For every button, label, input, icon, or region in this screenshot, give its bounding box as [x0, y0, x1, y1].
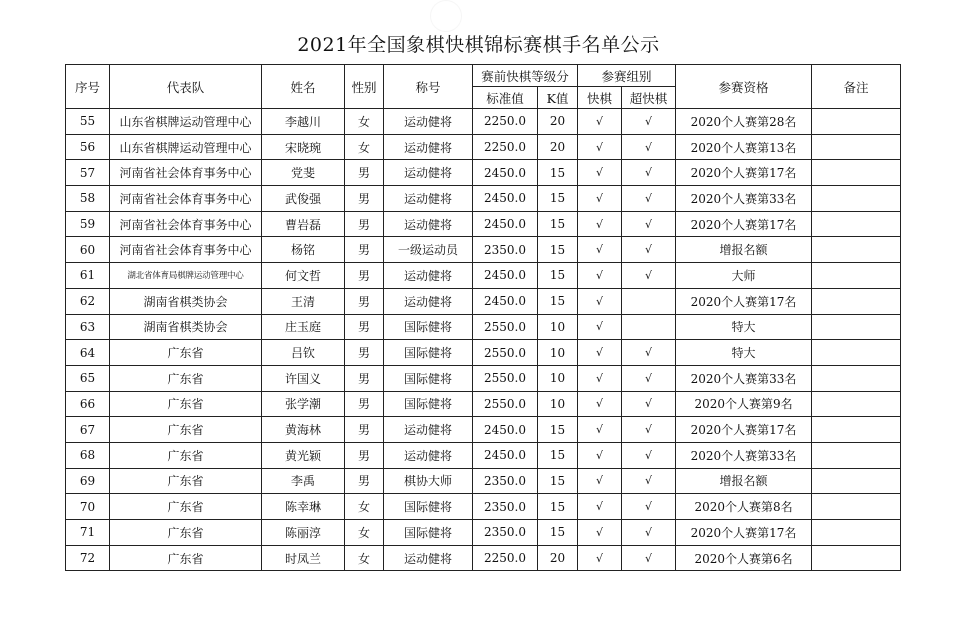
cell-team: 湖北省体育局棋牌运动管理中心	[110, 263, 262, 289]
cell-gender: 男	[345, 314, 384, 340]
cell-event-rapid: √	[578, 288, 622, 314]
cell-qualification: 2020个人赛第17名	[676, 288, 812, 314]
cell-remark	[812, 288, 901, 314]
table-row	[66, 365, 901, 391]
cell-event-blitz: √	[622, 391, 676, 417]
cell-seq: 57	[66, 160, 110, 186]
cell-qualification: 2020个人赛第17名	[676, 211, 812, 237]
cell-qualification: 大师	[676, 263, 812, 289]
table-row	[66, 160, 901, 186]
cell-team: 河南省社会体育事务中心	[110, 211, 262, 237]
cell-rating-k: 15	[538, 468, 578, 494]
cell-event-blitz: √	[622, 520, 676, 546]
cell-title: 国际健将	[384, 520, 473, 546]
cell-event-rapid: √	[578, 391, 622, 417]
cell-team: 广东省	[110, 391, 262, 417]
table-row	[66, 211, 901, 237]
cell-player-name: 王清	[262, 288, 345, 314]
cell-qualification: 2020个人赛第33名	[676, 442, 812, 468]
cell-gender: 女	[345, 545, 384, 571]
cell-player-name: 曹岩磊	[262, 211, 345, 237]
cell-event-rapid: √	[578, 186, 622, 212]
cell-title: 国际健将	[384, 340, 473, 366]
cell-event-rapid: √	[578, 160, 622, 186]
table-row	[66, 468, 901, 494]
cell-rating-standard: 2450.0	[473, 442, 538, 468]
cell-qualification: 2020个人赛第8名	[676, 494, 812, 520]
cell-rating-standard: 2350.0	[473, 520, 538, 546]
cell-gender: 女	[345, 494, 384, 520]
cell-seq: 67	[66, 417, 110, 443]
table-row	[66, 391, 901, 417]
cell-player-name: 何文哲	[262, 263, 345, 289]
cell-title: 国际健将	[384, 365, 473, 391]
cell-rating-k: 15	[538, 442, 578, 468]
cell-remark	[812, 520, 901, 546]
cell-event-blitz: √	[622, 160, 676, 186]
cell-title: 运动健将	[384, 288, 473, 314]
cell-event-blitz: √	[622, 134, 676, 160]
cell-rating-standard: 2450.0	[473, 417, 538, 443]
cell-team: 广东省	[110, 545, 262, 571]
cell-gender: 男	[345, 211, 384, 237]
cell-player-name: 陈丽淳	[262, 520, 345, 546]
table-row	[66, 237, 901, 263]
cell-remark	[812, 263, 901, 289]
cell-seq: 71	[66, 520, 110, 546]
table-header	[66, 65, 901, 109]
cell-team: 广东省	[110, 340, 262, 366]
cell-title: 国际健将	[384, 314, 473, 340]
cell-player-name: 黄光颖	[262, 442, 345, 468]
cell-rating-standard: 2450.0	[473, 160, 538, 186]
cell-team: 广东省	[110, 417, 262, 443]
cell-gender: 男	[345, 186, 384, 212]
header-remark: 备注	[812, 65, 901, 109]
cell-player-name: 武俊强	[262, 186, 345, 212]
cell-rating-standard: 2250.0	[473, 109, 538, 135]
cell-title: 运动健将	[384, 442, 473, 468]
table-row	[66, 545, 901, 571]
header-event-rapid: 快棋	[578, 87, 622, 109]
cell-event-blitz: √	[622, 417, 676, 443]
cell-rating-k: 15	[538, 237, 578, 263]
cell-event-rapid: √	[578, 340, 622, 366]
cell-player-name: 李禹	[262, 468, 345, 494]
cell-player-name: 党斐	[262, 160, 345, 186]
cell-gender: 男	[345, 237, 384, 263]
header-row	[66, 65, 901, 87]
cell-event-rapid: √	[578, 365, 622, 391]
cell-title: 运动健将	[384, 211, 473, 237]
cell-qualification: 2020个人赛第28名	[676, 109, 812, 135]
table-row	[66, 520, 901, 546]
cell-seq: 62	[66, 288, 110, 314]
cell-rating-standard: 2350.0	[473, 468, 538, 494]
cell-gender: 男	[345, 391, 384, 417]
cell-rating-standard: 2550.0	[473, 391, 538, 417]
cell-seq: 56	[66, 134, 110, 160]
table-row	[66, 340, 901, 366]
cell-event-rapid: √	[578, 417, 622, 443]
cell-gender: 男	[345, 468, 384, 494]
cell-event-blitz: √	[622, 442, 676, 468]
cell-team: 河南省社会体育事务中心	[110, 160, 262, 186]
cell-event-rapid: √	[578, 263, 622, 289]
header-rating-k: K值	[538, 87, 578, 109]
cell-player-name: 吕钦	[262, 340, 345, 366]
cell-title: 国际健将	[384, 494, 473, 520]
cell-seq: 68	[66, 442, 110, 468]
cell-remark	[812, 545, 901, 571]
cell-title: 运动健将	[384, 134, 473, 160]
cell-team: 广东省	[110, 365, 262, 391]
cell-gender: 女	[345, 109, 384, 135]
cell-remark	[812, 237, 901, 263]
cell-title: 运动健将	[384, 186, 473, 212]
cell-qualification: 2020个人赛第33名	[676, 186, 812, 212]
cell-seq: 60	[66, 237, 110, 263]
cell-event-blitz: √	[622, 494, 676, 520]
table-row	[66, 109, 901, 135]
cell-event-rapid: √	[578, 314, 622, 340]
cell-qualification: 2020个人赛第33名	[676, 365, 812, 391]
cell-seq: 61	[66, 263, 110, 289]
table-row	[66, 288, 901, 314]
cell-event-rapid: √	[578, 237, 622, 263]
cell-rating-standard: 2450.0	[473, 211, 538, 237]
cell-remark	[812, 340, 901, 366]
table-row	[66, 186, 901, 212]
cell-rating-k: 15	[538, 520, 578, 546]
cell-player-name: 时凤兰	[262, 545, 345, 571]
table-row	[66, 442, 901, 468]
cell-remark	[812, 134, 901, 160]
cell-event-blitz: √	[622, 186, 676, 212]
cell-rating-k: 15	[538, 494, 578, 520]
cell-rating-k: 10	[538, 365, 578, 391]
cell-team: 山东省棋牌运动管理中心	[110, 109, 262, 135]
cell-gender: 男	[345, 263, 384, 289]
cell-player-name: 张学潮	[262, 391, 345, 417]
cell-rating-k: 15	[538, 160, 578, 186]
cell-team: 广东省	[110, 494, 262, 520]
cell-rating-k: 20	[538, 109, 578, 135]
cell-seq: 55	[66, 109, 110, 135]
cell-title: 运动健将	[384, 263, 473, 289]
table-row	[66, 263, 901, 289]
cell-seq: 59	[66, 211, 110, 237]
cell-player-name: 杨铭	[262, 237, 345, 263]
cell-event-blitz	[622, 288, 676, 314]
cell-rating-k: 20	[538, 134, 578, 160]
cell-seq: 58	[66, 186, 110, 212]
table-body	[66, 109, 901, 571]
cell-remark	[812, 468, 901, 494]
cell-gender: 男	[345, 340, 384, 366]
cell-event-blitz: √	[622, 340, 676, 366]
cell-event-blitz: √	[622, 468, 676, 494]
cell-event-blitz: √	[622, 211, 676, 237]
cell-seq: 66	[66, 391, 110, 417]
cell-remark	[812, 494, 901, 520]
table-row	[66, 494, 901, 520]
cell-qualification: 2020个人赛第13名	[676, 134, 812, 160]
cell-event-blitz: √	[622, 237, 676, 263]
cell-qualification: 2020个人赛第17名	[676, 160, 812, 186]
cell-team: 河南省社会体育事务中心	[110, 186, 262, 212]
cell-qualification: 2020个人赛第9名	[676, 391, 812, 417]
cell-title: 一级运动员	[384, 237, 473, 263]
cell-title: 国际健将	[384, 391, 473, 417]
cell-player-name: 李越川	[262, 109, 345, 135]
cell-event-rapid: √	[578, 520, 622, 546]
cell-seq: 69	[66, 468, 110, 494]
cell-gender: 女	[345, 134, 384, 160]
cell-rating-standard: 2450.0	[473, 288, 538, 314]
cell-rating-k: 15	[538, 417, 578, 443]
cell-remark	[812, 211, 901, 237]
header-rating-standard: 标准值	[473, 87, 538, 109]
cell-event-rapid: √	[578, 442, 622, 468]
cell-remark	[812, 314, 901, 340]
cell-qualification: 2020个人赛第17名	[676, 417, 812, 443]
cell-seq: 63	[66, 314, 110, 340]
cell-gender: 男	[345, 442, 384, 468]
cell-title: 运动健将	[384, 417, 473, 443]
cell-qualification: 2020个人赛第6名	[676, 545, 812, 571]
header-team: 代表队	[110, 65, 262, 109]
cell-remark	[812, 160, 901, 186]
cell-qualification: 特大	[676, 314, 812, 340]
cell-rating-standard: 2250.0	[473, 134, 538, 160]
cell-rating-k: 15	[538, 211, 578, 237]
cell-rating-k: 15	[538, 263, 578, 289]
cell-title: 运动健将	[384, 160, 473, 186]
cell-event-rapid: √	[578, 545, 622, 571]
cell-team: 广东省	[110, 468, 262, 494]
header-qualification: 参赛资格	[676, 65, 812, 109]
cell-player-name: 许国义	[262, 365, 345, 391]
cell-title: 运动健将	[384, 109, 473, 135]
cell-event-blitz: √	[622, 365, 676, 391]
cell-seq: 64	[66, 340, 110, 366]
cell-remark	[812, 109, 901, 135]
cell-qualification: 增报名额	[676, 237, 812, 263]
table-row	[66, 417, 901, 443]
cell-rating-k: 10	[538, 391, 578, 417]
cell-gender: 女	[345, 520, 384, 546]
cell-rating-standard: 2350.0	[473, 494, 538, 520]
cell-seq: 72	[66, 545, 110, 571]
cell-rating-standard: 2250.0	[473, 545, 538, 571]
cell-rating-standard: 2450.0	[473, 186, 538, 212]
header-name: 姓名	[262, 65, 345, 109]
cell-rating-k: 15	[538, 186, 578, 212]
header-event-group: 参赛组别	[578, 65, 676, 87]
cell-event-rapid: √	[578, 134, 622, 160]
cell-remark	[812, 417, 901, 443]
cell-event-rapid: √	[578, 109, 622, 135]
page-title: 2021年全国象棋快棋锦标赛棋手名单公示	[297, 34, 660, 56]
cell-remark	[812, 365, 901, 391]
cell-team: 广东省	[110, 442, 262, 468]
cell-rating-standard: 2550.0	[473, 314, 538, 340]
cell-gender: 男	[345, 288, 384, 314]
header-seq: 序号	[66, 65, 110, 109]
cell-team: 河南省社会体育事务中心	[110, 237, 262, 263]
cell-rating-k: 10	[538, 314, 578, 340]
cell-rating-standard: 2350.0	[473, 237, 538, 263]
cell-event-rapid: √	[578, 494, 622, 520]
header-title: 称号	[384, 65, 473, 109]
table-row	[66, 134, 901, 160]
cell-event-blitz: √	[622, 545, 676, 571]
cell-event-blitz: √	[622, 109, 676, 135]
header-event-blitz: 超快棋	[622, 87, 676, 109]
header-gender: 性别	[345, 65, 384, 109]
cell-rating-k: 10	[538, 340, 578, 366]
cell-rating-k: 15	[538, 288, 578, 314]
cell-event-rapid: √	[578, 468, 622, 494]
cell-rating-k: 20	[538, 545, 578, 571]
cell-qualification: 增报名额	[676, 468, 812, 494]
table-row	[66, 314, 901, 340]
cell-team: 广东省	[110, 520, 262, 546]
cell-seq: 65	[66, 365, 110, 391]
cell-player-name: 宋晓琬	[262, 134, 345, 160]
cell-player-name: 庄玉庭	[262, 314, 345, 340]
cell-qualification: 特大	[676, 340, 812, 366]
cell-gender: 男	[345, 417, 384, 443]
cell-rating-standard: 2550.0	[473, 365, 538, 391]
cell-team: 湖南省棋类协会	[110, 288, 262, 314]
cell-player-name: 陈幸琳	[262, 494, 345, 520]
cell-event-rapid: √	[578, 211, 622, 237]
cell-remark	[812, 186, 901, 212]
cell-title: 运动健将	[384, 545, 473, 571]
cell-qualification: 2020个人赛第17名	[676, 520, 812, 546]
cell-gender: 男	[345, 365, 384, 391]
cell-rating-standard: 2450.0	[473, 263, 538, 289]
cell-seq: 70	[66, 494, 110, 520]
cell-rating-standard: 2550.0	[473, 340, 538, 366]
cell-event-blitz: √	[622, 263, 676, 289]
watermark-seal-icon	[430, 0, 462, 32]
cell-event-blitz	[622, 314, 676, 340]
header-rating-group: 赛前快棋等级分	[473, 65, 578, 87]
cell-team: 湖南省棋类协会	[110, 314, 262, 340]
cell-remark	[812, 391, 901, 417]
cell-remark	[812, 442, 901, 468]
cell-player-name: 黄海林	[262, 417, 345, 443]
cell-team: 山东省棋牌运动管理中心	[110, 134, 262, 160]
player-roster-table	[65, 64, 901, 571]
cell-gender: 男	[345, 160, 384, 186]
cell-title: 棋协大师	[384, 468, 473, 494]
